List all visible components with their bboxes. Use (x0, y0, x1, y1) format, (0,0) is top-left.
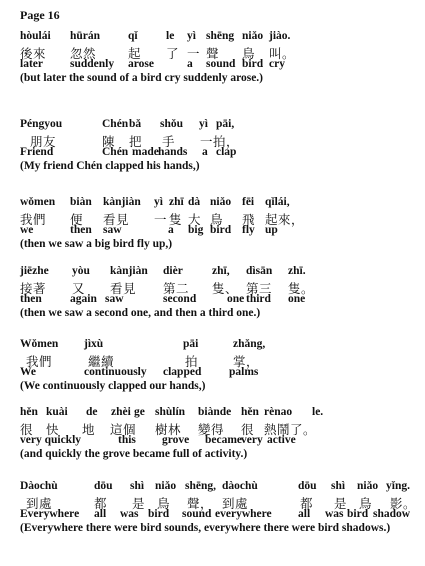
pinyin-word: qǐlái, (265, 196, 290, 208)
gloss-word: cry (269, 58, 285, 70)
hanzi-word: 聲， (187, 496, 214, 511)
gloss-word: Everywhere (20, 508, 80, 520)
gloss-word: up (265, 224, 278, 236)
hanzi-word: 便 (70, 212, 84, 227)
pinyin-word: ge (134, 406, 145, 418)
gloss-line (20, 508, 420, 522)
pinyin-word: jìxù (84, 338, 104, 350)
pinyin-word: shǒu (160, 118, 184, 130)
hanzi-word: 鳥 (210, 212, 224, 227)
hanzi-word: 後來 (20, 46, 47, 61)
pinyin-word: shì (130, 480, 145, 492)
gloss-word: Chén (102, 146, 129, 158)
pinyin-word: le. (312, 406, 324, 418)
gloss-word: grove (162, 434, 190, 446)
hanzi-word: 我們 (20, 212, 47, 227)
pinyin-word: zhī. (288, 265, 306, 277)
hanzi-word: 陳 (102, 134, 116, 149)
gloss-word: clapped (163, 366, 202, 378)
hanzi-word: 鳥 (242, 46, 256, 61)
gloss-word: saw (105, 293, 124, 305)
pinyin-word: yǐng. (386, 480, 410, 492)
pinyin-word: dà (188, 196, 201, 208)
hanzi-word: 都 (94, 496, 108, 511)
hanzi-word: 到處 (26, 496, 53, 511)
stanza (20, 265, 420, 320)
hanzi-word: 起 (128, 46, 142, 61)
gloss-word: one (227, 293, 245, 305)
hanzi-line (20, 132, 420, 149)
hanzi-word: 叫。 (269, 46, 296, 61)
pinyin-word: yì (199, 118, 208, 130)
pinyin-word: de (86, 406, 98, 418)
pinyin-line (20, 30, 420, 44)
hanzi-word: 很 (20, 422, 34, 437)
stanza (20, 118, 420, 173)
hanzi-word: 很 (241, 422, 255, 437)
gloss-word: we (20, 224, 34, 236)
gloss-word: continuously (84, 366, 147, 378)
gloss-word: bird (347, 508, 369, 520)
hanzi-line (20, 44, 420, 61)
pinyin-word: biàn (70, 196, 92, 208)
hanzi-line (20, 352, 420, 369)
hanzi-line (20, 494, 420, 511)
pinyin-word: shēng (206, 30, 235, 42)
pinyin-word: Wǒmen (20, 338, 59, 350)
pinyin-line (20, 118, 420, 132)
gloss-word: clap (216, 146, 237, 158)
pinyin-word: dōu (298, 480, 317, 492)
gloss-word: made (132, 146, 159, 158)
pinyin-word: hěn (241, 406, 259, 418)
gloss-word: all (298, 508, 311, 520)
gloss-word: shadow (373, 508, 411, 520)
pinyin-word: Dàochù (20, 480, 58, 492)
pinyin-word: dōu (94, 480, 113, 492)
pinyin-word: niǎo (155, 480, 177, 492)
gloss-line (20, 434, 420, 448)
gloss-word: one (288, 293, 306, 305)
pinyin-word: kànjiàn (103, 196, 141, 208)
pinyin-word: zhèi (111, 406, 131, 418)
pinyin-line (20, 480, 420, 494)
gloss-line (20, 366, 420, 380)
gloss-word: everywhere (215, 508, 272, 520)
gloss-word: palms (229, 366, 259, 378)
gloss-word: We (20, 366, 36, 378)
pinyin-word: pāi, (216, 118, 235, 130)
gloss-word: bird (148, 508, 170, 520)
pinyin-word: zhī (169, 196, 184, 208)
gloss-word: this (118, 434, 136, 446)
pinyin-word: yì (187, 30, 196, 42)
stanza (20, 480, 420, 535)
hanzi-word: 鳥 (157, 496, 171, 511)
gloss-word: suddenly (70, 58, 115, 70)
gloss-word: saw (103, 224, 122, 236)
pinyin-word: hūrán (70, 30, 101, 42)
gloss-word: a (168, 224, 174, 236)
hanzi-word: 這個 (110, 422, 137, 437)
hanzi-word: 朋友 (30, 134, 57, 149)
gloss-word: very quickly (20, 434, 82, 446)
gloss-word: sound (182, 508, 212, 520)
stanza (20, 338, 420, 393)
pinyin-word: shēng, (185, 480, 216, 492)
pinyin-word: shì (331, 480, 346, 492)
pinyin-word: qǐ (128, 30, 138, 42)
hanzi-word: 隻 (169, 212, 183, 227)
pinyin-word: kuài (46, 406, 68, 418)
gloss-word: later (20, 58, 43, 70)
gloss-word: active (267, 434, 296, 446)
hanzi-word: 隻。 (288, 281, 315, 296)
gloss-line (20, 224, 420, 238)
gloss-word: a (187, 58, 193, 70)
pinyin-word: hěn (20, 406, 38, 418)
gloss-word: was (325, 508, 344, 520)
translation-line: (then we saw a second one, and then a third one.) (20, 307, 261, 319)
hanzi-word: 掌， (233, 354, 260, 369)
gloss-line (20, 58, 420, 72)
gloss-word: sound (206, 58, 236, 70)
gloss-word: became (205, 434, 243, 446)
hanzi-word: 一 (154, 212, 168, 227)
hanzi-word: 了 (166, 46, 180, 61)
gloss-word: big (188, 224, 204, 236)
page-number: Page 16 (20, 8, 60, 22)
pinyin-word: pāi (183, 338, 199, 350)
pinyin-word: dìsān (246, 265, 273, 277)
hanzi-word: 鳥 (359, 496, 373, 511)
hanzi-word: 一拍， (200, 134, 240, 149)
hanzi-word: 拍 (185, 354, 199, 369)
gloss-word: arose (128, 58, 154, 70)
gloss-word: then (20, 293, 42, 305)
pinyin-word: le (166, 30, 175, 42)
hanzi-word: 我們 (26, 354, 53, 369)
pinyin-word: niǎo (210, 196, 232, 208)
pinyin-word: niǎo (242, 30, 264, 42)
pinyin-word: jiào. (269, 30, 291, 42)
gloss-line (20, 146, 420, 160)
hanzi-word: 起來， (265, 212, 305, 227)
gloss-word: third (246, 293, 271, 305)
pinyin-word: bǎ (129, 118, 142, 130)
hanzi-word: 繼續 (88, 354, 115, 369)
translation-line: (We continuously clapped our hands,) (20, 380, 206, 392)
pinyin-word: yì (154, 196, 163, 208)
hanzi-word: 到處 (222, 496, 249, 511)
pinyin-word: niǎo (357, 480, 379, 492)
hanzi-word: 快 (46, 422, 60, 437)
pinyin-line (20, 196, 420, 210)
hanzi-word: 是 (334, 496, 348, 511)
hanzi-word: 第三 (246, 281, 273, 296)
pinyin-word: dièr (163, 265, 183, 277)
pinyin-word: fēi (242, 196, 255, 208)
gloss-word: second (163, 293, 197, 305)
gloss-word: fly (242, 224, 255, 236)
hanzi-word: 飛 (242, 212, 256, 227)
hanzi-word: 影。 (390, 496, 417, 511)
hanzi-word: 把 (129, 134, 143, 149)
gloss-word: Friend (20, 146, 54, 158)
translation-line: (My friend Chén clapped his hands,) (20, 160, 200, 172)
hanzi-word: 又 (72, 281, 86, 296)
pinyin-word: zhǎng, (233, 338, 266, 350)
hanzi-word: 接著 (20, 281, 47, 296)
pinyin-word: wǒmen (20, 196, 56, 208)
hanzi-word: 第二 (163, 281, 190, 296)
stanza (20, 196, 420, 251)
hanzi-word: 看見 (103, 212, 130, 227)
hanzi-word: 都 (300, 496, 314, 511)
hanzi-line (20, 279, 420, 296)
pinyin-line (20, 406, 420, 420)
hanzi-word: 看見 (110, 281, 137, 296)
hanzi-word: 一 (187, 46, 201, 61)
hanzi-word: 隻、 (212, 281, 239, 296)
hanzi-word: 變得 (198, 422, 225, 437)
gloss-word: bird (210, 224, 232, 236)
gloss-word: a (202, 146, 208, 158)
gloss-word: bird (242, 58, 264, 70)
hanzi-word: 地 (82, 422, 96, 437)
hanzi-word: 手 (162, 134, 176, 149)
stanza (20, 406, 420, 461)
hanzi-word: 聲 (206, 46, 220, 61)
pinyin-word: Péngyou (20, 118, 63, 130)
pinyin-word: jiēzhe (20, 265, 49, 277)
hanzi-line (20, 210, 420, 227)
translation-line: (then we saw a big bird fly up,) (20, 238, 173, 250)
gloss-word: hands (158, 146, 188, 158)
pinyin-word: Chén (102, 118, 129, 130)
gloss-word: then (70, 224, 92, 236)
pinyin-word: hòulái (20, 30, 51, 42)
gloss-line (20, 293, 420, 307)
pinyin-word: biànde (198, 406, 232, 418)
hanzi-word: 是 (132, 496, 146, 511)
translation-line: (and quickly the grove became full of activity.) (20, 448, 248, 460)
hanzi-word: 熱鬧了。 (264, 422, 317, 437)
pinyin-line (20, 338, 420, 352)
hanzi-word: 樹林 (155, 422, 182, 437)
hanzi-word: 大 (188, 212, 202, 227)
pinyin-word: rènao (264, 406, 293, 418)
hanzi-word: 忽然 (70, 46, 97, 61)
translation-line: (but later the sound of a bird cry suddenly arose.) (20, 72, 264, 84)
pinyin-word: zhī, (212, 265, 230, 277)
pinyin-word: kànjiàn (110, 265, 148, 277)
hanzi-line (20, 420, 420, 437)
pinyin-word: shùlín (155, 406, 186, 418)
gloss-word: all (94, 508, 107, 520)
gloss-word: was (120, 508, 139, 520)
translation-line: (Everywhere there were bird sounds, everywhere there were bird shadows.) (20, 522, 391, 534)
pinyin-line (20, 265, 420, 279)
pinyin-word: yòu (72, 265, 90, 277)
gloss-word: very (241, 434, 263, 446)
gloss-word: again (70, 293, 97, 305)
stanza (20, 30, 420, 85)
pinyin-word: dàochù (222, 480, 258, 492)
